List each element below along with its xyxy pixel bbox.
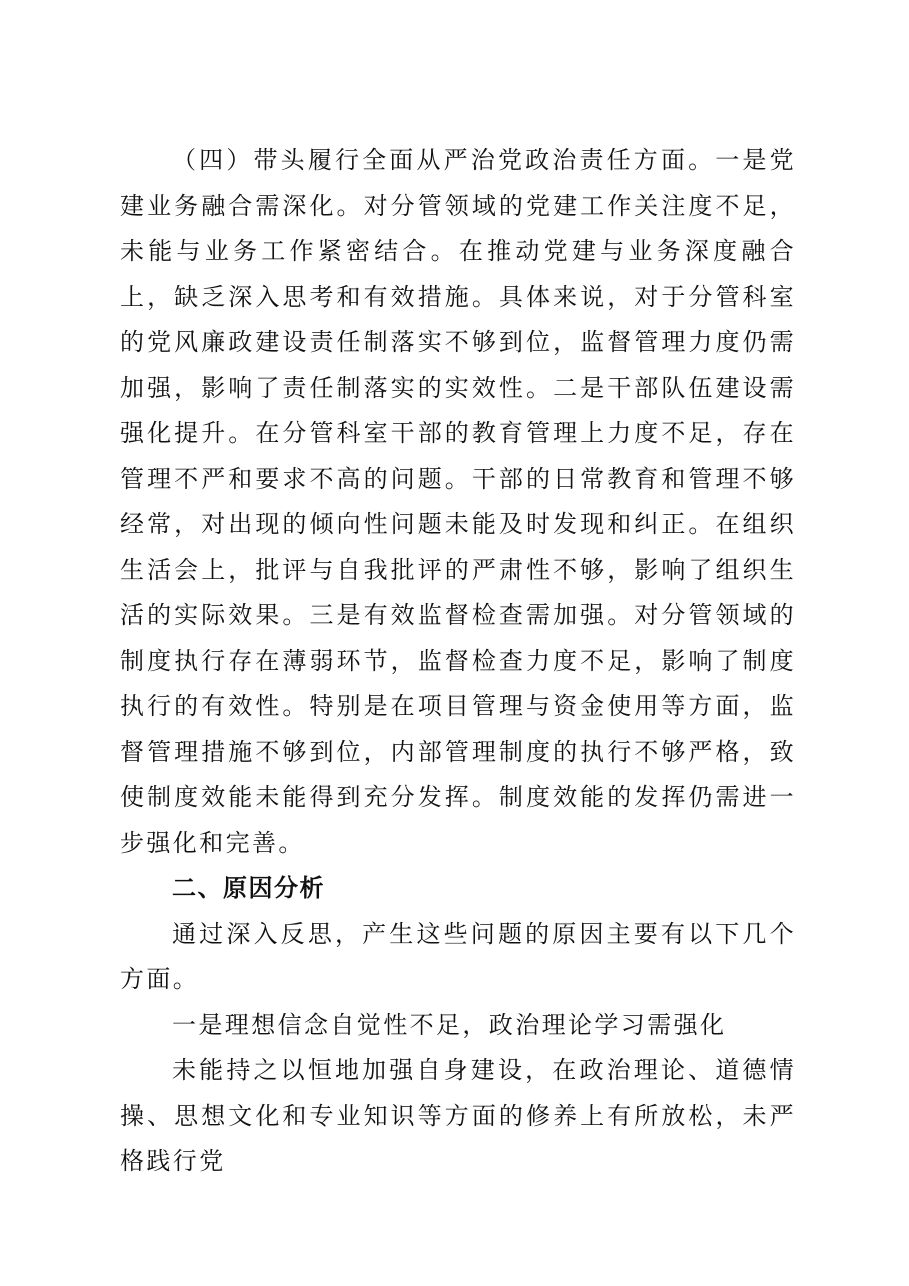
subheading-ideals-belief: 一是理想信念自觉性不足，政治理论学习需强化 [172, 1010, 727, 1039]
document-body [120, 138, 796, 1185]
paragraph-party-responsibility: （四）带头履行全面从严治党政治责任方面。一是党建业务融合需深化。对分管领域的党建工作关注度不足，未能与业务工作紧密结合。在推动党建与业务深度融合上，缺乏深入思考和有效措施。具体来说，对于分管科室的党风廉政建设责任制落实不够到位，监督管理力度仍需加强，影响了责任制落实的实效性。二是干部队伍建设需强化提升。在分管科室干部的教育管理上力度不足，存在管理不严和要求不高的问题。干部的日常教育和管理不够经常，对出现的倾向性问题未能及时发现和纠正。在组织生活会上，批评与自我批评的严肃性不够，影响了组织生活的实际效果。三是有效监督检查需加强。对分管领域的制度执行存在薄弱环节，监督检查力度不足，影响了制度执行的有效性。特别是在项目管理与资金使用等方面，监督管理措施不够到位，内部管理制度的执行不够严格，致使制度效能未能得到充分发挥。制度效能的发挥仍需进一步强化和完善。 [120, 146, 796, 857]
section-heading-cause-analysis: 二、原因分析 [172, 874, 325, 902]
paragraph-self-building: 未能持之以恒地加强自身建设，在政治理论、道德情操、思想文化和专业知识等方面的修养上有所放松，未严格践行党 [120, 1056, 796, 1175]
paragraph-intro: 通过深入反思，产生这些问题的原因主要有以下几个方面。 [120, 919, 796, 993]
